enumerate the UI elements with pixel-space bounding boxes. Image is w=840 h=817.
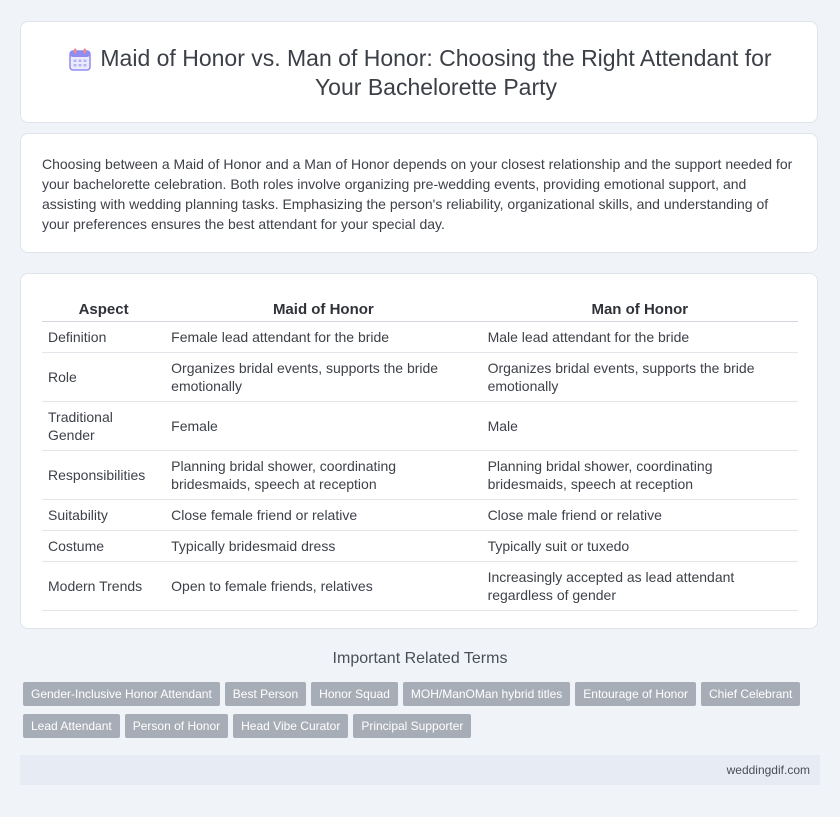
related-term-tag[interactable]: Principal Supporter — [353, 714, 471, 738]
row-man-value: Typically suit or tuxedo — [487, 538, 630, 554]
row-maid-value: Open to female friends, relatives — [171, 578, 373, 594]
row-aspect: Responsibilities — [48, 467, 146, 483]
table-row — [42, 531, 798, 562]
row-aspect: Modern Trends — [48, 578, 143, 594]
row-maid-value: Organizes bridal events, supports the bride emotionally — [171, 360, 439, 394]
related-term-tag[interactable]: Entourage of Honor — [575, 682, 696, 706]
row-maid-value: Female lead attendant for the bride — [171, 329, 390, 345]
table-row — [42, 402, 798, 451]
table-row — [42, 322, 798, 353]
row-maid-value: Typically bridesmaid dress — [171, 538, 336, 554]
row-maid-value: Planning bridal shower, coordinating bridesmaids, speech at reception — [171, 458, 397, 492]
row-aspect: Role — [48, 369, 77, 385]
comparison-card — [20, 273, 818, 629]
header-man-of-honor: Man of Honor — [591, 300, 689, 318]
row-aspect: Suitability — [48, 507, 108, 523]
header-maid-of-honor: Maid of Honor — [272, 300, 374, 318]
title-wrap — [61, 44, 797, 102]
table-row — [42, 451, 798, 500]
row-maid-value: Close female friend or relative — [171, 507, 358, 523]
related-term-tag[interactable]: Lead Attendant — [23, 714, 120, 738]
row-man-value: Increasingly accepted as lead attendant regardless of gender — [487, 569, 735, 603]
row-aspect: Traditional Gender — [48, 409, 113, 443]
header-aspect: Aspect — [78, 300, 129, 318]
related-term-tag[interactable]: Chief Celebrant — [701, 682, 800, 706]
table-header-row — [42, 296, 798, 322]
related-term-tag[interactable]: Head Vibe Curator — [233, 714, 348, 738]
page-title: Maid of Honor vs. Man of Honor: Choosing the Right Attendant for Your Bachelorette Party — [100, 45, 772, 100]
comparison-table — [42, 296, 798, 611]
row-aspect: Costume — [48, 538, 105, 554]
row-man-value: Organizes bridal events, supports the bride emotionally — [487, 360, 755, 394]
related-term-tag[interactable]: Gender-Inclusive Honor Attendant — [23, 682, 220, 706]
related-terms-title: Important Related Terms — [332, 650, 508, 667]
table-row — [42, 353, 798, 402]
row-man-value: Male — [487, 418, 518, 434]
table-row — [42, 500, 798, 531]
title-card — [20, 21, 818, 123]
calendar-icon — [67, 47, 93, 73]
row-man-value: Planning bridal shower, coordinating bridesmaids, speech at reception — [487, 458, 713, 492]
related-term-tag[interactable]: Person of Honor — [125, 714, 228, 738]
related-term-tag[interactable]: Honor Squad — [311, 682, 398, 706]
intro-paragraph: Choosing between a Maid of Honor and a Man of Honor depends on your closest relationship and the support needed for your bachelorette celebration. Both roles involve organizing pre-wedding events, providing emotional support, and assisting with wedding planning tasks. Emphasizing the person's reliability, organizational skills, and understanding of your preferences ensures the best attendant for your special day. — [42, 156, 793, 232]
table-row — [42, 562, 798, 611]
row-man-value: Male lead attendant for the bride — [487, 329, 690, 345]
row-aspect: Definition — [48, 329, 107, 345]
footer-site-link[interactable]: weddingdif.com — [726, 763, 810, 777]
related-term-tag[interactable]: MOH/ManOMan hybrid titles — [403, 682, 570, 706]
row-man-value: Close male friend or relative — [487, 507, 662, 523]
intro-card — [20, 133, 818, 253]
related-term-tag[interactable]: Best Person — [225, 682, 306, 706]
related-terms-tags — [23, 682, 823, 746]
footer — [20, 755, 820, 785]
row-maid-value: Female — [171, 418, 218, 434]
